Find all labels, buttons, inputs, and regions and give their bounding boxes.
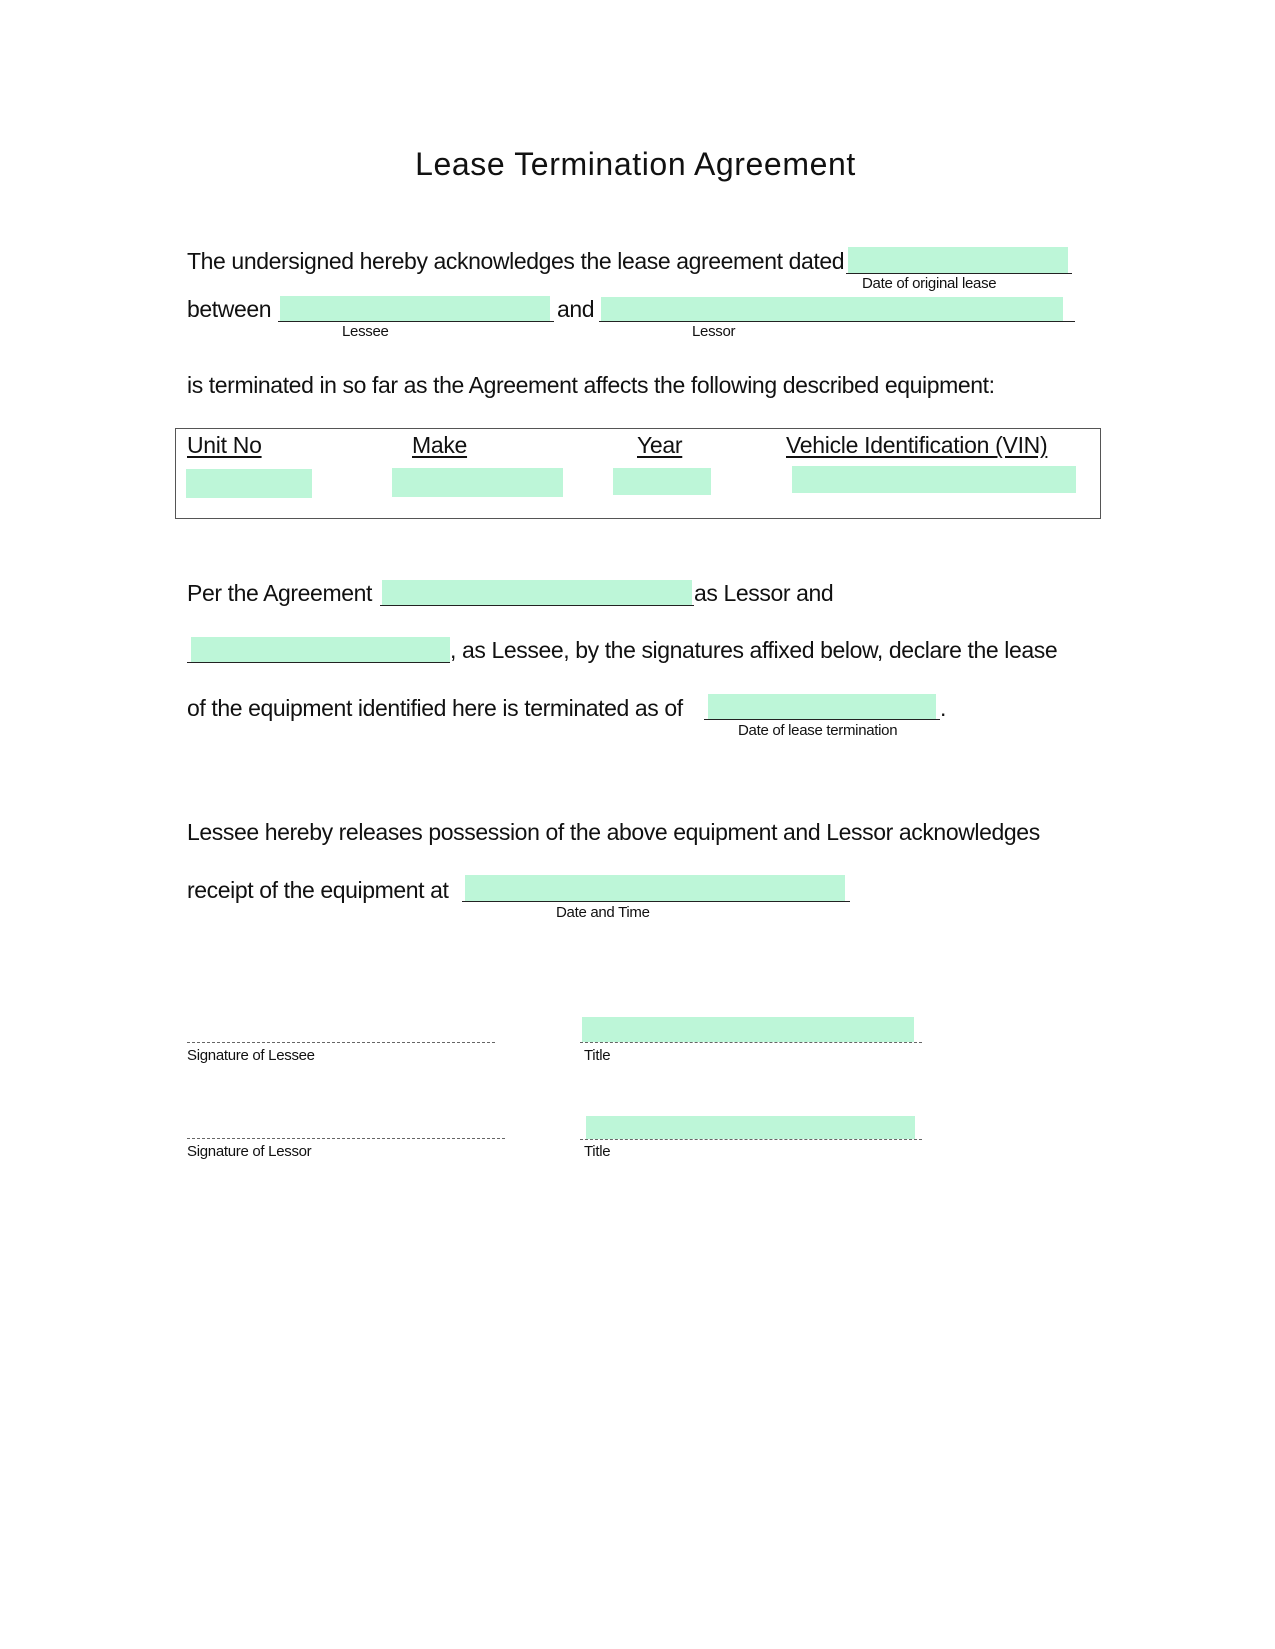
lessee-signature-label: Signature of Lessee [187, 1047, 315, 1064]
unit-no-field[interactable] [186, 469, 312, 498]
receipt-datetime-caption: Date and Time [556, 904, 650, 921]
header-make: Make [412, 432, 468, 458]
year-field[interactable] [613, 468, 711, 495]
agreement-line-3-period: . [940, 695, 946, 721]
termination-date-underline [704, 719, 940, 720]
lessee-name-underline [278, 321, 554, 322]
agreement-line-3: of the equipment identified here is terminated as of [187, 695, 683, 721]
lessee-name-field[interactable] [280, 296, 550, 322]
between-label: between [187, 296, 272, 322]
and-label: and [557, 296, 595, 322]
lessor-title-line [580, 1139, 922, 1140]
intro-line-3: is terminated in so far as the Agreement affects the following described equipment: [187, 372, 995, 398]
original-lease-date-caption: Date of original lease [862, 275, 997, 292]
receipt-datetime-field[interactable] [465, 875, 845, 901]
original-lease-date-underline [846, 273, 1072, 274]
release-line-1: Lessee hereby releases possession of the above equipment and Lessor acknowledges [187, 819, 1040, 845]
termination-date-field[interactable] [708, 694, 936, 719]
lessee-title-line [580, 1042, 922, 1043]
agreement-lessee-underline [187, 662, 450, 663]
original-lease-date-field[interactable] [848, 247, 1068, 274]
header-vin: Vehicle Identification (VIN) [786, 432, 1048, 458]
agreement-line-2-suffix: , as Lessee, by the signatures affixed below, declare the lease [450, 637, 1058, 663]
intro-line-1: The undersigned hereby acknowledges the lease agreement dated [187, 248, 845, 274]
lessee-signature-line[interactable] [187, 1042, 495, 1043]
agreement-lessee-field[interactable] [191, 637, 450, 663]
make-field[interactable] [392, 468, 563, 497]
lessor-signature-label: Signature of Lessor [187, 1143, 312, 1160]
termination-date-caption: Date of lease termination [738, 722, 898, 739]
lessor-title-label: Title [584, 1143, 611, 1160]
agreement-line-1-prefix: Per the Agreement [187, 580, 372, 606]
lessor-signature-line[interactable] [187, 1138, 505, 1139]
lessee-title-label: Title [584, 1047, 611, 1064]
page-title: Lease Termination Agreement [415, 146, 856, 182]
lessee-title-field[interactable] [582, 1017, 914, 1042]
agreement-line-1-suffix: as Lessor and [694, 580, 834, 606]
release-line-2: receipt of the equipment at [187, 877, 449, 903]
agreement-lessor-underline [380, 605, 694, 606]
vin-field[interactable] [792, 466, 1076, 493]
header-year: Year [637, 432, 683, 458]
lessor-title-field[interactable] [586, 1116, 915, 1139]
receipt-datetime-underline [462, 901, 850, 902]
lessor-name-underline [599, 321, 1075, 322]
header-unit-no: Unit No [187, 432, 262, 458]
lessee-caption: Lessee [342, 323, 389, 340]
lessor-caption: Lessor [692, 323, 736, 340]
agreement-lessor-field[interactable] [382, 580, 692, 606]
lessor-name-field[interactable] [601, 297, 1063, 322]
